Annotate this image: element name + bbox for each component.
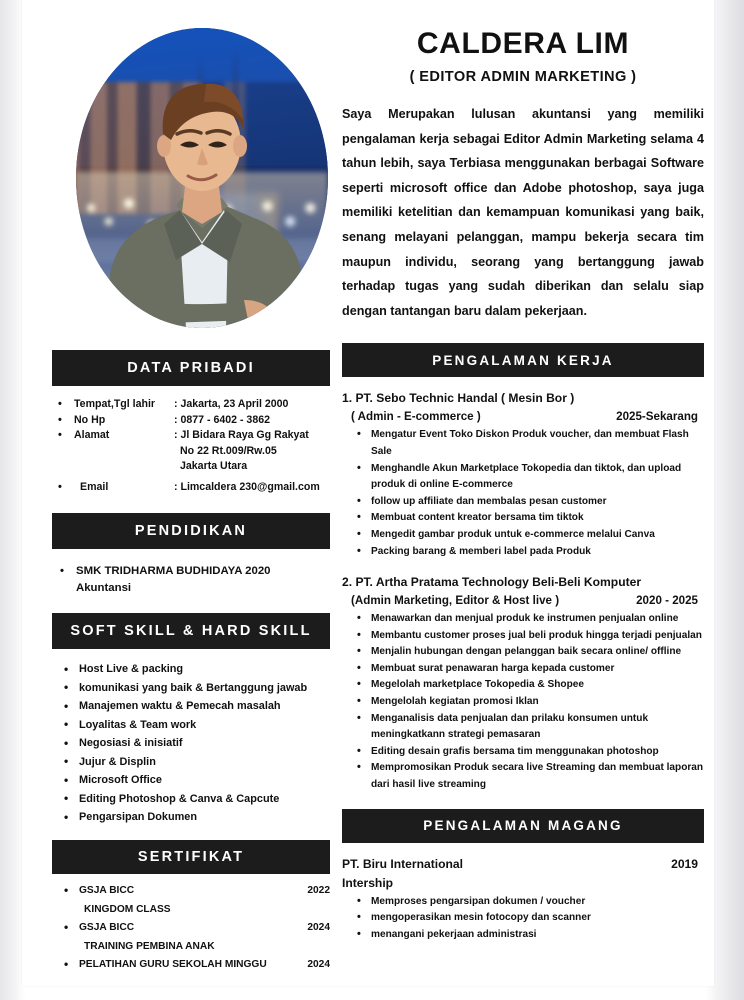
section-header-pengalaman-kerja: PENGALAMAN KERJA	[342, 343, 704, 377]
duty-item: • Menganalisis data penjualan dan prilaku konsumen untuk meningkatkann strategi pemasaran	[356, 711, 704, 744]
info-row	[58, 428, 330, 444]
duty-item: • Menjalin hubungan dengan pelanggan baik secara online/ offline	[356, 644, 704, 661]
education-major: Akuntansi	[76, 582, 132, 594]
section-header-skills: SOFT SKILL & HARD SKILL	[52, 613, 330, 649]
data-pribadi-list	[52, 397, 330, 495]
duty-item: • Mengatur Event Toko Diskon Produk voucher, dan membuat Flash Sale	[356, 427, 704, 460]
skill-item: • Manajemen waktu & Pemecah masalah	[62, 697, 330, 716]
bullet-icon: •	[60, 565, 64, 577]
education-school: SMK TRIDHARMA BUDHIDAYA 2020	[76, 565, 271, 577]
certificate-year: 2024	[307, 921, 330, 933]
certificate-year: 2024	[307, 958, 330, 970]
info-value: : 0877 - 6402 - 3862	[174, 413, 271, 426]
duty-item: • Menawarkan dan menjual produk ke instrumen penjualan online	[356, 611, 704, 628]
left-column	[52, 350, 330, 974]
bullet-icon: •	[58, 480, 62, 493]
info-value: : Jl Bidara Raya Gg Rakyat	[174, 429, 309, 441]
info-label: No Hp	[74, 413, 106, 426]
duty-item: • menangani pekerjaan administrasi	[356, 927, 704, 944]
job-meta	[342, 591, 704, 610]
certificate-subtitle: KINGDOM CLASS	[84, 903, 171, 915]
certificate-name: • GSJA BICC	[79, 884, 135, 896]
education-item	[60, 563, 330, 580]
job-role-subtitle: ( EDITOR ADMIN MARKETING )	[409, 69, 637, 85]
info-row-email	[58, 480, 330, 496]
skill-item: • Microsoft Office	[62, 771, 330, 790]
skill-item: • komunikasi yang baik & Bertanggung jawab	[62, 679, 330, 698]
duty-item: • Editing desain grafis bersama tim menggunakan photoshop	[356, 744, 704, 761]
info-row	[58, 397, 330, 413]
duty-item: • Membantu customer proses jual beli produk hingga terjadi penjualan	[356, 628, 704, 645]
duty-item: • Mempromosikan Produk secara live Streaming dan membuat laporan dari hasil live streaming	[356, 760, 704, 793]
profile-photo-block	[34, 8, 324, 348]
info-value: : Limcaldera 230@gmail.com	[174, 480, 320, 493]
job-period: 2020 - 2025	[636, 594, 698, 608]
duty-item: • Packing barang & memberi label pada Produk	[356, 544, 704, 561]
address-line-2: No 22 Rt.009/Rw.05	[180, 444, 277, 457]
pendidikan-list	[52, 563, 330, 597]
job-entry	[342, 574, 704, 794]
job-title: 1. PT. Sebo Technic Handal ( Mesin Bor )	[342, 391, 575, 406]
bullet-icon: •	[58, 413, 62, 426]
skill-item: • Jujur & Displin	[62, 753, 330, 772]
certificate-name: • PELATIHAN GURU SEKOLAH MINGGU	[79, 958, 267, 970]
internship-entry	[342, 855, 704, 944]
spacer	[60, 580, 76, 597]
section-header-pendidikan: PENDIDIKAN	[52, 513, 330, 549]
duty-item: • Megelolah marketplace Tokopedia & Shopee	[356, 677, 704, 694]
bullet-icon: •	[58, 429, 62, 441]
duty-item: • Membuat content kreator bersama tim tiktok	[356, 510, 704, 527]
photo-person	[76, 28, 328, 328]
duty-item: • Mengedit gambar produk untuk e-commerce melalui Canva	[356, 527, 704, 544]
info-label: Alamat	[74, 429, 110, 441]
job-position: ( Admin - E-commerce )	[351, 410, 481, 424]
skill-item: • Editing Photoshop & Canva & Capcute	[62, 790, 330, 809]
bullet-icon: •	[58, 398, 62, 410]
info-label: Tempat,Tgl lahir	[74, 398, 156, 410]
job-duties-list	[342, 427, 704, 560]
job-position: (Admin Marketing, Editor & Host live )	[351, 594, 560, 608]
internship-role: Intership	[342, 875, 394, 890]
duty-item: • Mengelolah kegiatan promosi Iklan	[356, 694, 704, 711]
profile-photo	[76, 28, 328, 328]
job-duties-list	[342, 611, 704, 794]
section-header-sertifikat: SERTIFIKAT	[52, 840, 330, 874]
profile-summary: Saya Merupakan lulusan akuntansi yang memiliki pengalaman kerja sebagai Editor Admin Marketing selama 4 tahun lebih, saya Terbiasa menggunakan berbagai Software seperti microsoft office dan Adobe photoshop, saya juga memiliki ketelitian dan kemampuan komunikasi yang baik, senang melayani pelanggan, mampu bekerja secara tim maupun individu, seorang yang bertanggung jawab terhadap tugas yang sudah diberikan dan selalu siap dengan tantangan baru dalam pekerjaan.	[342, 107, 704, 318]
info-value: : Jakarta, 23 April 2000	[174, 398, 289, 410]
internship-duties-list	[342, 894, 704, 944]
page-title: CALDERA LIM	[416, 27, 630, 60]
internship-year: 2019	[671, 856, 698, 871]
duty-item: • Membuat surat penawaran harga kepada customer	[356, 661, 704, 678]
certificate-year: 2022	[307, 884, 330, 896]
sertifikat-list	[52, 882, 330, 974]
skill-item: • Host Live & packing	[62, 660, 330, 679]
certificate-name: • GSJA BICC	[79, 921, 135, 933]
section-header-pengalaman-magang: PENGALAMAN MAGANG	[342, 809, 704, 843]
skill-item: • Loyalitas & Team work	[62, 716, 330, 735]
duty-item: • follow up affiliate dan membalas pesan customer	[356, 494, 704, 511]
skill-item: • Negosiasi & inisiatif	[62, 734, 330, 753]
education-major-row	[60, 580, 330, 597]
info-row	[58, 413, 330, 429]
duty-item: • Memproses pengarsipan dokumen / voucher	[356, 894, 704, 911]
internship-company: PT. Biru International	[342, 856, 463, 871]
certificate-row	[62, 882, 330, 900]
internship-meta	[342, 855, 704, 874]
skills-list	[52, 660, 330, 827]
job-title: 2. PT. Artha Pratama Technology Beli-Beli Komputer	[342, 575, 642, 590]
resume-page	[22, 0, 714, 986]
job-meta	[342, 407, 704, 426]
job-period: 2025-Sekarang	[616, 410, 698, 424]
section-header-data-pribadi: DATA PRIBADI	[52, 350, 330, 386]
address-line-3: Jakarta Utara	[180, 460, 248, 472]
certificate-subtitle: TRAINING PEMBINA ANAK	[84, 940, 215, 952]
certificate-row	[62, 956, 330, 974]
job-entry	[342, 390, 704, 560]
duty-item: • Menghandle Akun Marketplace Tokopedia dan tiktok, dan upload produk di online E-commerce	[356, 461, 704, 494]
certificate-row	[62, 919, 330, 937]
skill-item: • Pengarsipan Dokumen	[62, 808, 330, 827]
right-column	[342, 10, 704, 943]
info-label: Email	[80, 480, 109, 493]
duty-item: • mengoperasikan mesin fotocopy dan scanner	[356, 910, 704, 927]
